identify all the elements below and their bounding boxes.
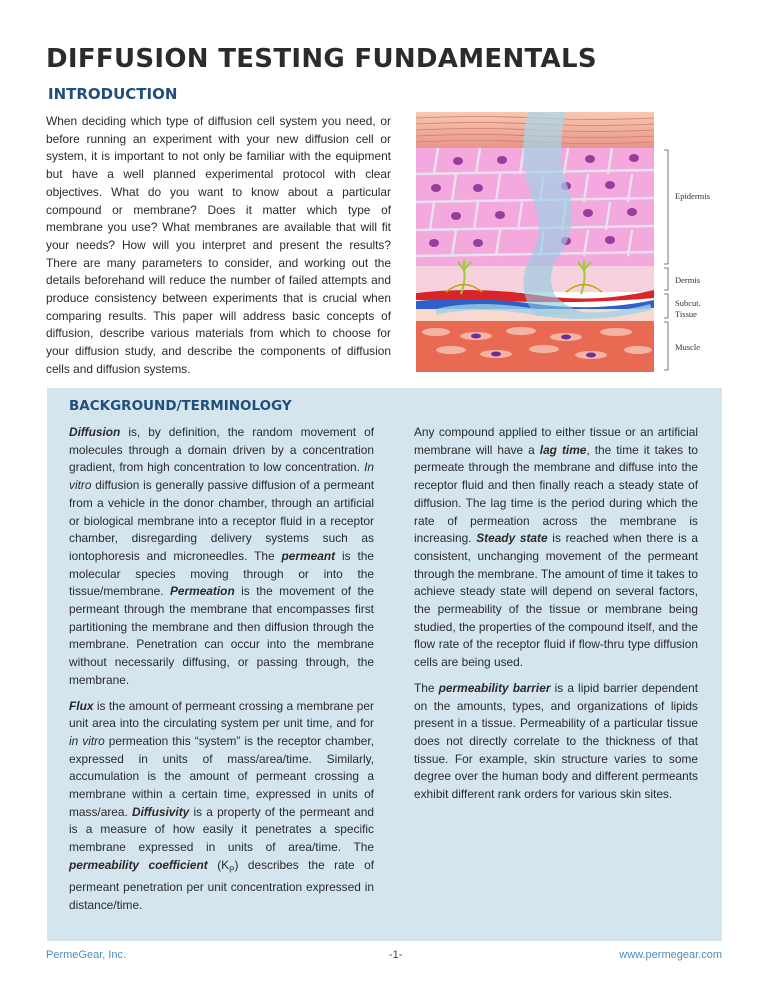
label-brackets (664, 150, 668, 370)
diffusion-paragraph: Diffusion is, by definition, the random movement of molecules through a domain driven by a concentration gradient, from high concentration to low concentration. In vitro diffusion is generally passive diffusion of a permeant from a vehicle in the donor chamber, through an artificial or biological membrane into a receptor fluid in a receptor chamber, disregarding delivery systems such as iontophoresis and microneedles. The permeant is the molecular species moving through or into the tissue/membrane. Permeation is the movement of the permeant through the membrane that encompasses first partitioning the membrane and then diffusion through the membrane. Penetration can occur into the membrane without necessarily diffusing, or passing through, the membrane. (69, 425, 375, 687)
label-muscle: Muscle (675, 342, 701, 352)
label-dermis: Dermis (675, 275, 701, 285)
background-heading: BACKGROUND/TERMINOLOGY (69, 398, 292, 414)
label-subcut-1: Subcut. (675, 298, 701, 308)
label-epidermis: Epidermis (675, 191, 710, 201)
permeability-barrier-paragraph: The permeability barrier is a lipid barrier dependent on the amounts, types, and organizations of lipids present in a tissue. Permeability of a particular tissue does not directly correlate to the thickness of that tissue. For example, skin structure varies to some degree over the human body and different permeants exhibit different rank orders for various skin sites. (414, 680, 699, 802)
introduction-heading: INTRODUCTION (48, 85, 178, 103)
footer-company: PermeGear, Inc. (46, 949, 127, 961)
introduction-text: When deciding which type of diffusion cell system you need, or before running an experiment with your new diffusion cell or system, it is important to not only be familiar with the equipment but have a well planned experimental protocol with clear objectives. What do you want to know about a particular compound or membrane? Does it matter which type of membrane you use? What membranes are available that will fit your needs? How will you interpret and present the results? There are many parameters to consider, and working out the details beforehand will reduce the number of failed attempts and produce consistency between experiments that is crucial when comparing results. This paper will address basic concepts of diffusion, describe various materials from which to choose for your diffusion study, and describe the components of diffusion cells and diffusion systems. (46, 114, 391, 376)
lag-time-paragraph: Any compound applied to either tissue or an artificial membrane will have a lag time, the time it takes to permeate through the membrane and diffuse into the receptor fluid and then finally reach a steady state of diffusion. The lag time is the period during which the rate of permeation across the membrane is increasing. Steady state is reached when there is a consistent, unchanging movement of the permeant through the membrane. The amount of time it takes to achieve steady state will depend on several factors, the permeability of the tissue or membrane being studied, the properties of the compound itself, and the flow rate of the receptor fluid if flow-thru type diffusion cells are being used. (414, 425, 698, 670)
background-terminology-panel (47, 388, 722, 941)
skin-layers-illustration (416, 112, 726, 372)
right-column (414, 424, 698, 812)
left-column (69, 424, 374, 922)
flux-paragraph: Flux is the amount of permeant crossing a membrane per unit area into the circulating system per unit time, and for in vitro permeation this “system” is the receptor chamber, expressed in units of mass/area/time. Similarly, accumulation is the amount of permeant crossing a membrane within a certain time, expressed in units of mass/area. Diffusivity is a property of the permeant and is a measure of how easily it penetrates a specific membrane expressed in units of area/time. The permeability coefficient $(K_P)$ describes the rate of permeant penetration per unit concentration expressed in distance/time. (69, 698, 374, 912)
footer-website-link[interactable]: www.permegear.com (619, 949, 722, 961)
page-title: DIFFUSION TESTING FUNDAMENTALS (46, 44, 597, 74)
label-subcut-2: Tissue (675, 309, 697, 319)
skin-diagram (416, 112, 726, 372)
footer-page-number: -1- (389, 949, 403, 961)
